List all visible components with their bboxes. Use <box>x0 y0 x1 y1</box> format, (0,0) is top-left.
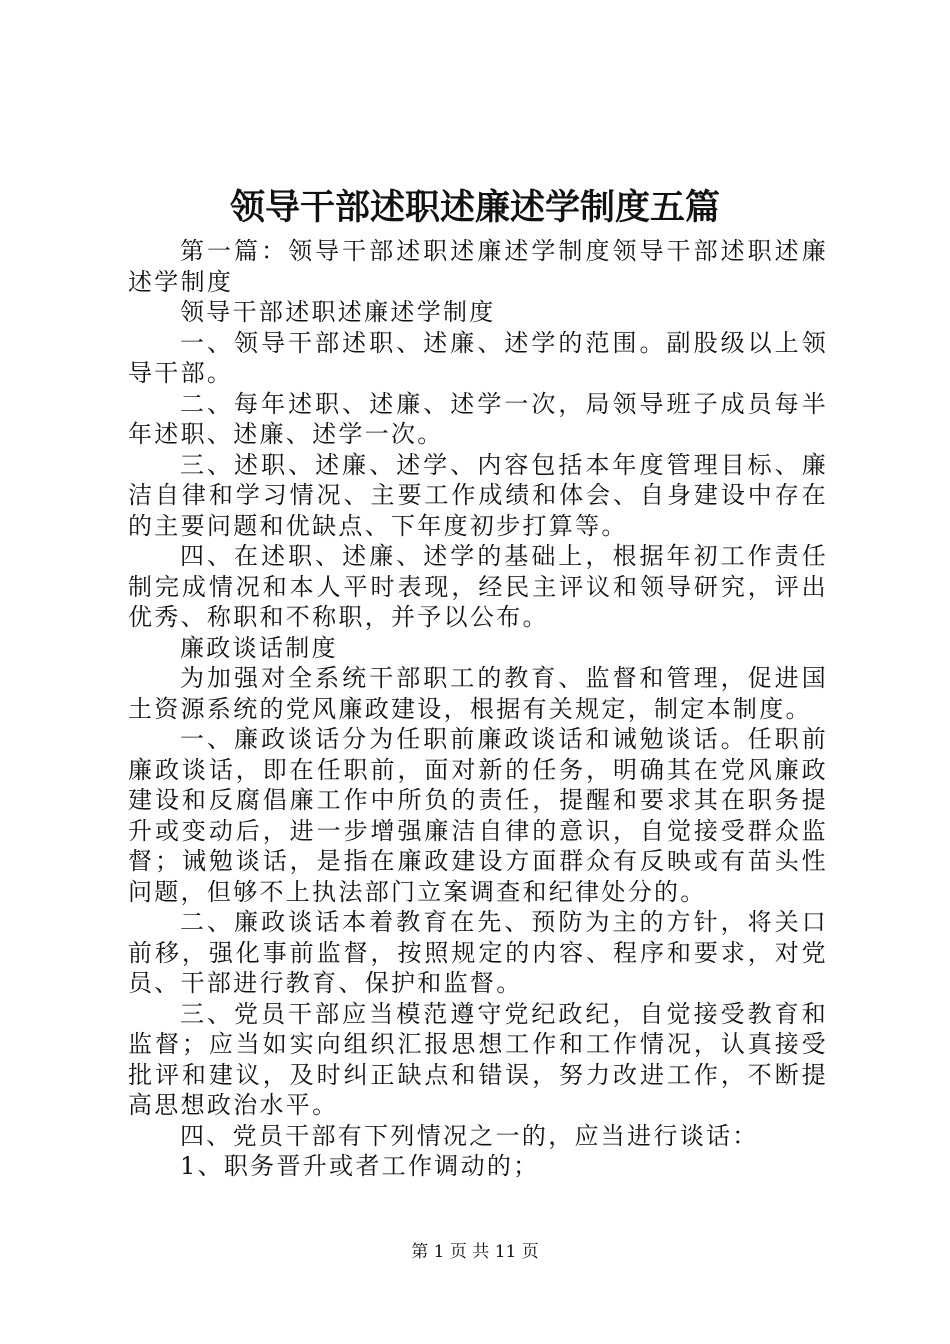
paragraph-4: 二、每年述职、述廉、述学一次，局领导班子成员每半年述职、述廉、述学一次。 <box>128 389 828 448</box>
paragraph-6: 四、在述职、述廉、述学的基础上，根据年初工作责任制完成情况和本人平时表现，经民主评议和领导研究，评出优秀、称职和不称职，并予以公布。 <box>128 542 828 631</box>
paragraph-10: 二、廉政谈话本着教育在先、预防为主的方针，将关口前移，强化事前监督，按照规定的内容、程序和要求，对党员、干部进行教育、保护和监督。 <box>128 908 828 997</box>
paragraph-3: 一、领导干部述职、述廉、述学的范围。副股级以上领导干部。 <box>128 328 828 387</box>
paragraph-13: 1、职务晋升或者工作调动的； <box>180 1152 540 1180</box>
page-footer: 第 1 页 共 11 页 <box>411 1242 539 1262</box>
paragraph-2: 领导干部述职述廉述学制度 <box>180 298 496 326</box>
paragraph-1: 第一篇：领导干部述职述廉述学制度领导干部述职述廉述学制度 <box>128 237 828 296</box>
paragraph-12: 四、党员干部有下列情况之一的，应当进行谈话： <box>180 1121 759 1150</box>
paragraph-7: 廉政谈话制度 <box>180 633 338 662</box>
document-body <box>128 236 828 1182</box>
paragraph-8: 为加强对全系统干部职工的教育、监督和管理，促进国土资源系统的党风廉政建设，根据有关规定，制定本制度。 <box>128 664 828 723</box>
paragraph-9: 一、廉政谈话分为任职前廉政谈话和诫勉谈话。任职前廉政谈话，即在任职前，面对新的任务，明确其在党风廉政建设和反腐倡廉工作中所负的责任，提醒和要求其在职务提升或变动后，进一步增强廉洁自律的意识，自觉接受群众监督；诫勉谈话，是指在廉政建设方面群众有反映或有苗头性问题，但够不上执法部门立案调查和纪律处分的。 <box>128 725 828 906</box>
paragraph-11: 三、党员干部应当模范遵守党纪政纪，自觉接受教育和监督；应当如实向组织汇报思想工作和工作情况，认真接受批评和建议，及时纠正缺点和错误，努力改进工作，不断提高思想政治水平。 <box>128 999 828 1119</box>
paragraph-5: 三、述职、述廉、述学、内容包括本年度管理目标、廉洁自律和学习情况、主要工作成绩和体会、自身建设中存在的主要问题和优缺点、下年度初步打算等。 <box>128 450 828 540</box>
document-title: 领导干部述职述廉述学制度五篇 <box>229 187 720 228</box>
